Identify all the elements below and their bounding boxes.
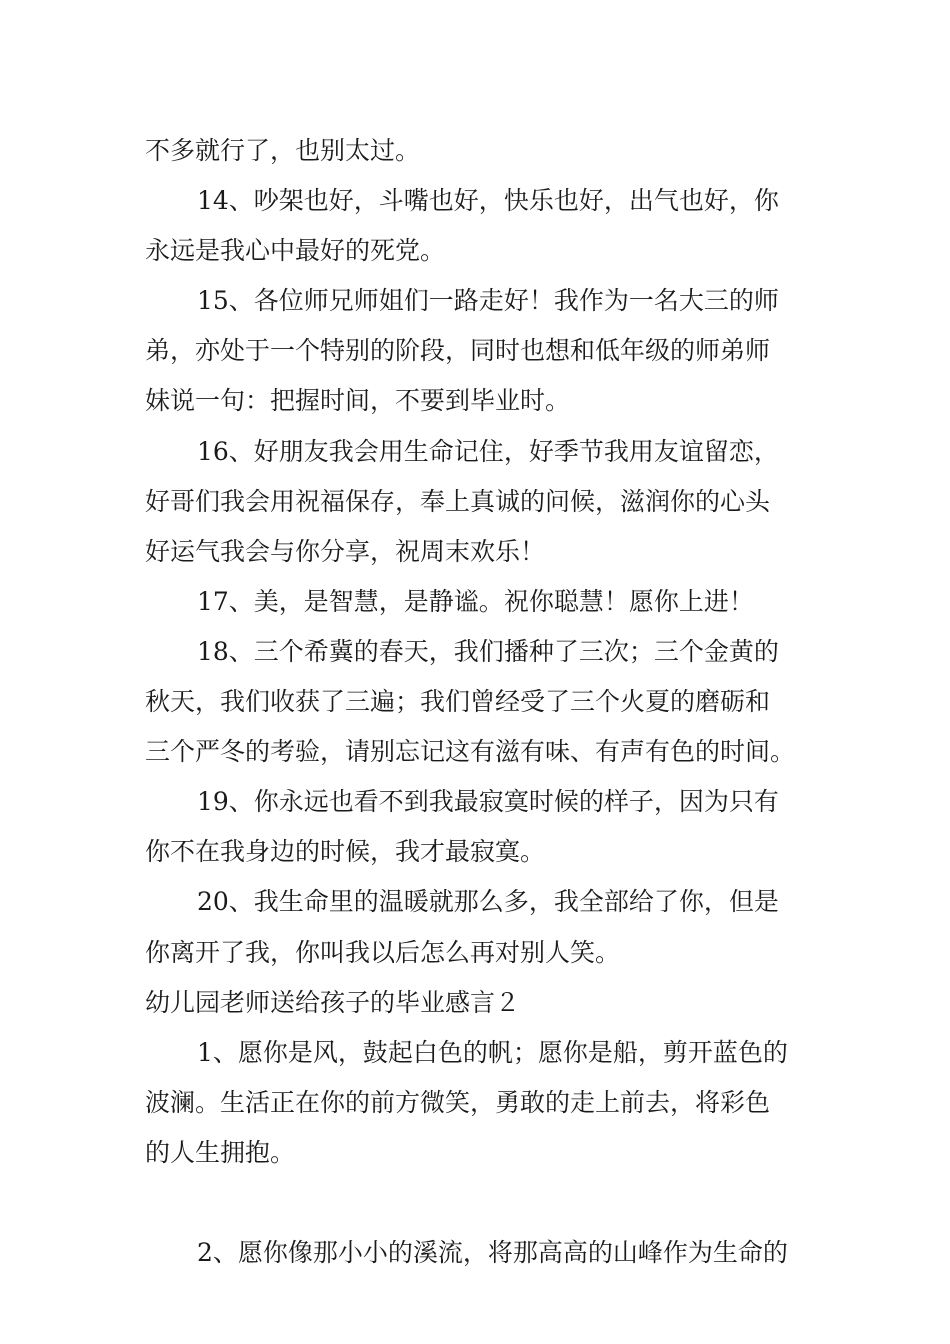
paragraph-line: 永远是我心中最好的死党。 (145, 236, 446, 266)
paragraph-line: 1、愿你是风，鼓起白色的帆；愿你是船，剪开蓝色的 (197, 1037, 788, 1067)
section-heading: 幼儿园老师送给孩子的毕业感言２ (145, 987, 521, 1017)
paragraph-line: 18、三个希冀的春天，我们播种了三次；三个金黄的 (197, 636, 779, 666)
paragraph-line: 三个严冬的考验，请别忘记这有滋有味、有声有色的时间。 (145, 737, 796, 767)
paragraph-line: 15、各位师兄师姐们一路走好！我作为一名大三的师 (197, 286, 779, 316)
paragraph-line: 14、吵架也好，斗嘴也好，快乐也好，出气也好，你 (197, 186, 779, 216)
paragraph-line: 2、愿你像那小小的溪流，将那高高的山峰作为生命的 (197, 1238, 788, 1268)
paragraph-line: 好运气我会与你分享，祝周末欢乐！ (145, 536, 546, 566)
document-page (145, 126, 807, 1278)
paragraph-line: 你离开了我，你叫我以后怎么再对别人笑。 (145, 937, 621, 967)
paragraph-line: 不多就行了，也别太过。 (145, 136, 421, 165)
blank-line (145, 1178, 807, 1228)
paragraph-line: 你不在我身边的时候，我才最寂寞。 (145, 837, 546, 867)
paragraph-line: 秋天，我们收获了三遍；我们曾经受了三个火夏的磨砺和 (145, 687, 771, 717)
paragraph-line: 16、好朋友我会用生命记住，好季节我用友谊留恋， (197, 436, 779, 466)
paragraph-line: 妹说一句：把握时间，不要到毕业时。 (145, 386, 571, 416)
paragraph-line: 17、美，是智慧，是静谧。祝你聪慧！愿你上进！ (197, 586, 754, 616)
paragraph-line: 20、我生命里的温暖就那么多，我全部给了你，但是 (197, 887, 779, 917)
paragraph-line: 波澜。生活正在你的前方微笑，勇敢的走上前去，将彩色 (145, 1087, 771, 1117)
paragraph-line: 的人生拥抱。 (145, 1137, 296, 1167)
paragraph-line: 好哥们我会用祝福保存，奉上真诚的问候，滋润你的心头 (145, 486, 771, 516)
paragraph-line: 弟，亦处于一个特别的阶段，同时也想和低年级的师弟师 (145, 336, 771, 366)
paragraph-line: 19、你永远也看不到我最寂寞时候的样子，因为只有 (197, 787, 779, 817)
